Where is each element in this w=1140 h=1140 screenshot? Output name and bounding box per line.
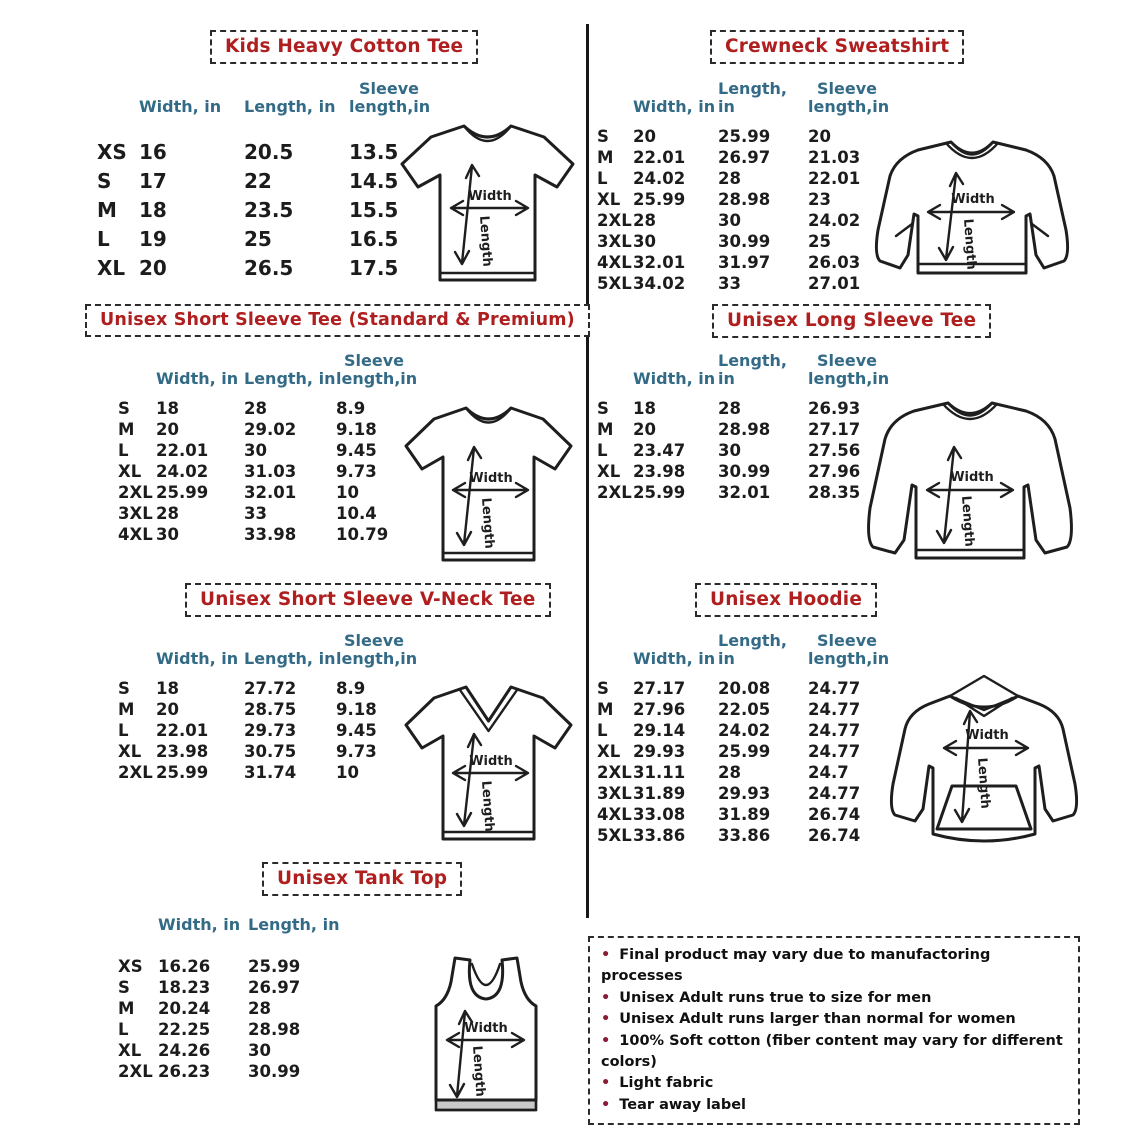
size-cell: L [118, 440, 129, 460]
length-cell: 30.99 [718, 461, 771, 481]
width-cell: 24.02 [633, 168, 686, 188]
width-label: Width [469, 754, 513, 769]
width-cell: 27.96 [633, 699, 686, 719]
width-cell: 25.99 [156, 762, 209, 782]
size-cell: 2XL [118, 762, 153, 782]
length-column-header: Length, in [248, 915, 340, 934]
table-row [118, 977, 358, 998]
length-cell: 28.98 [248, 1019, 301, 1039]
table-row [97, 196, 429, 225]
sweatshirt-illustration [866, 132, 1078, 294]
width-cell: 25.99 [633, 482, 686, 502]
size-cell: 2XL [597, 762, 632, 782]
sleeve-cell: 9.45 [336, 440, 377, 460]
size-cell: L [597, 440, 608, 460]
table-header-row [118, 916, 358, 934]
length-cell: 26.5 [244, 256, 294, 281]
table-header-row [97, 80, 429, 116]
width-cell: 33.86 [633, 825, 686, 845]
size-cell: L [118, 1019, 129, 1039]
width-cell: 23.98 [633, 461, 686, 481]
width-cell: 27.17 [633, 678, 686, 698]
sleeve-cell: 22.01 [808, 168, 861, 188]
length-cell: 31.89 [718, 804, 771, 824]
tshirt-illustration [395, 110, 580, 292]
table-header-row [118, 351, 418, 388]
width-cell: 30 [633, 231, 656, 251]
size-cell: S [118, 398, 130, 418]
size-cell: S [597, 398, 609, 418]
width-cell: 18 [156, 398, 179, 418]
sleeve-cell: 21.03 [808, 147, 861, 167]
length-cell: 31.03 [244, 461, 297, 481]
table-row [118, 503, 412, 524]
hoodie-title: Unisex Hoodie [695, 583, 877, 617]
table-row [597, 678, 886, 699]
width-cell: 32.01 [633, 252, 686, 272]
table-row [597, 804, 886, 825]
standard-tee-title: Unisex Short Sleeve Tee (Standard & Premium) [85, 304, 590, 337]
size-cell: L [97, 227, 110, 252]
table-row [597, 419, 886, 440]
size-cell: 3XL [597, 231, 632, 251]
length-column-header: Length, in [244, 368, 336, 388]
width-label: Width [469, 471, 513, 486]
sleeve-cell: 24.77 [808, 678, 861, 698]
size-cell: XL [597, 741, 621, 761]
table-row [597, 231, 886, 252]
sleeve-cell: 24.7 [808, 762, 849, 782]
length-cell: 26.97 [718, 147, 771, 167]
table-row [97, 254, 429, 283]
sleeve-cell: 9.18 [336, 419, 377, 439]
sleeve-cell: 8.9 [336, 678, 366, 698]
length-cell: 29.02 [244, 419, 297, 439]
width-cell: 22.01 [633, 147, 686, 167]
length-cell: 28 [718, 762, 741, 782]
width-cell: 18 [139, 198, 167, 223]
size-cell: XS [118, 956, 143, 976]
hoodie-size-table [597, 631, 890, 846]
sleeve-cell: 26.93 [808, 398, 861, 418]
tank-size-table [118, 916, 358, 1082]
table-row [97, 138, 429, 167]
sleeve-cell: 10.4 [336, 503, 377, 523]
size-cell: 3XL [118, 503, 153, 523]
length-cell: 25.99 [248, 956, 301, 976]
note-item: • 100% Soft cotton (fiber content may vary for different colors) [601, 1031, 1067, 1074]
tank-title: Unisex Tank Top [262, 862, 462, 896]
length-cell: 22.05 [718, 699, 771, 719]
size-cell: XL [118, 741, 142, 761]
sleeve-cell: 10 [336, 482, 359, 502]
table-row [597, 762, 886, 783]
sleeve-cell: 9.45 [336, 720, 377, 740]
length-label: Length [469, 1045, 488, 1098]
length-cell: 20.08 [718, 678, 771, 698]
table-row [597, 273, 886, 294]
width-cell: 18.23 [158, 977, 211, 997]
sleeve-cell: 26.74 [808, 825, 861, 845]
length-column-header: Length, in [244, 648, 336, 668]
table-row [118, 440, 412, 461]
kids-size-table [97, 80, 429, 283]
size-cell: 2XL [597, 482, 632, 502]
length-label: Length [960, 218, 979, 271]
table-row [597, 210, 886, 231]
sleeve-cell: 16.5 [349, 227, 399, 252]
notes-list [601, 945, 1067, 1116]
sleeve-cell: 24.77 [808, 699, 861, 719]
sleeve-cell: 26.03 [808, 252, 861, 272]
size-cell: M [97, 198, 117, 223]
sleeve-cell: 24.77 [808, 783, 861, 803]
standard-tee-size-table [118, 351, 418, 545]
sleeve-column-header: Sleeve length,in [349, 79, 431, 116]
width-label: Width [464, 1021, 508, 1036]
note-item: • Final product may vary due to manufactoring processes [601, 945, 1067, 988]
longsleeve-title: Unisex Long Sleeve Tee [712, 304, 991, 338]
width-cell: 22.01 [156, 720, 209, 740]
vneck-illustration [400, 673, 578, 851]
length-cell: 29.93 [718, 783, 771, 803]
table-header-row [597, 79, 890, 116]
sleeve-cell: 27.17 [808, 419, 861, 439]
length-cell: 26.97 [248, 977, 301, 997]
width-cell: 23.47 [633, 440, 686, 460]
sleeve-cell: 9.18 [336, 699, 377, 719]
length-cell: 30 [718, 210, 741, 230]
width-cell: 24.26 [158, 1040, 211, 1060]
size-cell: 3XL [597, 783, 632, 803]
size-cell: XL [597, 461, 621, 481]
width-column-header: Width, in [139, 96, 222, 116]
size-cell: M [597, 699, 614, 719]
width-cell: 28 [633, 210, 656, 230]
width-cell: 22.01 [156, 440, 209, 460]
table-row [118, 1040, 358, 1061]
sleeve-cell: 9.73 [336, 741, 377, 761]
table-row [97, 167, 429, 196]
sleeve-column-header: Sleeve length,in [336, 631, 418, 668]
length-cell: 33 [718, 273, 741, 293]
length-column-header: Length, in [718, 631, 788, 668]
width-cell: 16.26 [158, 956, 211, 976]
length-cell: 32.01 [244, 482, 297, 502]
width-cell: 25.99 [156, 482, 209, 502]
length-cell: 30.99 [248, 1061, 301, 1081]
width-cell: 23.98 [156, 741, 209, 761]
table-header-row [597, 631, 890, 668]
size-cell: M [118, 419, 135, 439]
size-cell: L [118, 720, 129, 740]
size-cell: XL [597, 189, 621, 209]
size-cell: S [597, 678, 609, 698]
note-item: • Light fabric [601, 1073, 1067, 1094]
table-row [118, 1061, 358, 1082]
note-item: • Tear away label [601, 1095, 1067, 1116]
size-cell: S [118, 678, 130, 698]
size-cell: 2XL [597, 210, 632, 230]
sleeve-cell: 24.77 [808, 720, 861, 740]
sleeve-cell: 10.79 [336, 524, 389, 544]
size-cell: S [118, 977, 130, 997]
sleeve-column-header: Sleeve length,in [808, 79, 890, 116]
width-column-header: Width, in [158, 915, 241, 934]
length-cell: 24.02 [718, 720, 771, 740]
width-cell: 19 [139, 227, 167, 252]
length-column-header: Length, in [718, 351, 788, 388]
length-cell: 30.99 [718, 231, 771, 251]
length-cell: 28 [244, 398, 267, 418]
width-cell: 20 [633, 419, 656, 439]
sleeve-cell: 23 [808, 189, 831, 209]
sleeve-cell: 14.5 [349, 169, 399, 194]
crewneck-title: Crewneck Sweatshirt [710, 30, 964, 64]
length-column-header: Length, in [244, 96, 336, 116]
sleeve-cell: 28.35 [808, 482, 861, 502]
sleeve-cell: 24.77 [808, 741, 861, 761]
table-row [597, 461, 886, 482]
table-row [597, 398, 886, 419]
width-label: Width [468, 189, 512, 204]
size-cell: S [597, 126, 609, 146]
size-cell: XL [97, 256, 126, 281]
size-cell: XS [97, 140, 127, 165]
size-cell: L [597, 720, 608, 740]
size-cell: 5XL [597, 825, 632, 845]
crewneck-size-table [597, 79, 890, 294]
length-cell: 28 [718, 398, 741, 418]
length-cell: 28.98 [718, 189, 771, 209]
width-cell: 20 [633, 126, 656, 146]
size-cell: 4XL [118, 524, 153, 544]
table-row [97, 225, 429, 254]
size-cell: M [597, 147, 614, 167]
size-cell: XL [118, 461, 142, 481]
width-label: Width [950, 470, 994, 485]
table-row [118, 524, 412, 545]
length-cell: 31.74 [244, 762, 297, 782]
length-cell: 32.01 [718, 482, 771, 502]
length-cell: 20.5 [244, 140, 294, 165]
table-row [597, 168, 886, 189]
table-row [118, 419, 412, 440]
sleeve-cell: 24.02 [808, 210, 861, 230]
table-row [118, 482, 412, 503]
length-cell: 28.98 [718, 419, 771, 439]
width-cell: 26.23 [158, 1061, 211, 1081]
table-row [597, 699, 886, 720]
width-label: Width [965, 728, 1009, 743]
longsleeve-illustration [853, 390, 1085, 576]
length-cell: 23.5 [244, 198, 294, 223]
width-column-header: Width, in [156, 368, 239, 388]
note-item: • Unisex Adult runs true to size for men [601, 988, 1067, 1009]
width-column-header: Width, in [156, 648, 239, 668]
table-row [118, 998, 358, 1019]
note-item: • Unisex Adult runs larger than normal for women [601, 1009, 1067, 1030]
table-row [118, 762, 412, 783]
table-row [118, 699, 412, 720]
tanktop-illustration [420, 950, 552, 1120]
length-label: Length [478, 497, 497, 550]
table-row [118, 741, 412, 762]
width-cell: 22.25 [158, 1019, 211, 1039]
length-cell: 28 [718, 168, 741, 188]
length-cell: 30 [718, 440, 741, 460]
width-column-header: Width, in [633, 96, 716, 116]
notes-box [588, 936, 1080, 1125]
length-cell: 25.99 [718, 741, 771, 761]
table-row [597, 741, 886, 762]
width-cell: 33.08 [633, 804, 686, 824]
hoodie-illustration [882, 666, 1087, 863]
size-cell: M [597, 419, 614, 439]
width-cell: 29.14 [633, 720, 686, 740]
sleeve-cell: 8.9 [336, 398, 366, 418]
sleeve-cell: 13.5 [349, 140, 399, 165]
width-column-header: Width, in [633, 648, 716, 668]
table-row [597, 783, 886, 804]
width-cell: 16 [139, 140, 167, 165]
vneck-title: Unisex Short Sleeve V-Neck Tee [185, 583, 551, 617]
sleeve-cell: 17.5 [349, 256, 399, 281]
size-cell: S [97, 169, 112, 194]
sleeve-column-header: Sleeve length,in [336, 351, 418, 388]
sleeve-cell: 10 [336, 762, 359, 782]
length-label: Length [476, 215, 495, 268]
width-cell: 20 [139, 256, 167, 281]
sleeve-column-header: Sleeve length,in [808, 631, 890, 668]
size-cell: 4XL [597, 804, 632, 824]
length-cell: 30 [248, 1040, 271, 1060]
tshirt-standard-illustration [400, 394, 578, 572]
width-cell: 31.89 [633, 783, 686, 803]
size-cell: 2XL [118, 482, 153, 502]
length-column-header: Length, in [718, 79, 788, 116]
sleeve-cell: 27.01 [808, 273, 861, 293]
size-cell: XL [118, 1040, 142, 1060]
width-cell: 29.93 [633, 741, 686, 761]
size-cell: M [118, 699, 135, 719]
length-cell: 27.72 [244, 678, 297, 698]
sleeve-cell: 26.74 [808, 804, 861, 824]
length-cell: 25.99 [718, 126, 771, 146]
table-row [597, 126, 886, 147]
table-row [597, 189, 886, 210]
table-row [118, 461, 412, 482]
width-column-header: Width, in [633, 368, 716, 388]
length-cell: 22 [244, 169, 272, 194]
width-cell: 20 [156, 419, 179, 439]
width-cell: 18 [633, 398, 656, 418]
length-cell: 30.75 [244, 741, 297, 761]
kids-tee-title: Kids Heavy Cotton Tee [210, 30, 478, 64]
table-row [597, 252, 886, 273]
sleeve-cell: 27.56 [808, 440, 861, 460]
vneck-size-table [118, 631, 418, 783]
table-row [597, 147, 886, 168]
table-row [118, 956, 358, 977]
length-cell: 25 [244, 227, 272, 252]
table-row [118, 720, 412, 741]
sleeve-column-header: Sleeve length,in [808, 351, 890, 388]
table-row [597, 720, 886, 741]
size-cell: 4XL [597, 252, 632, 272]
width-cell: 31.11 [633, 762, 686, 782]
length-cell: 28 [248, 998, 271, 1018]
sleeve-cell: 9.73 [336, 461, 377, 481]
table-row [118, 678, 412, 699]
table-header-row [118, 631, 418, 668]
length-label: Length [478, 780, 497, 833]
size-cell: 5XL [597, 273, 632, 293]
sleeve-cell: 25 [808, 231, 831, 251]
width-cell: 20 [156, 699, 179, 719]
table-row [118, 1019, 358, 1040]
table-row [597, 482, 886, 503]
table-row [597, 825, 886, 846]
sleeve-cell: 27.96 [808, 461, 861, 481]
width-cell: 25.99 [633, 189, 686, 209]
width-cell: 30 [156, 524, 179, 544]
length-cell: 30 [244, 440, 267, 460]
length-cell: 31.97 [718, 252, 771, 272]
length-cell: 29.73 [244, 720, 297, 740]
size-cell: 2XL [118, 1061, 153, 1081]
longsleeve-size-table [597, 351, 890, 503]
table-row [597, 440, 886, 461]
width-cell: 17 [139, 169, 167, 194]
width-cell: 24.02 [156, 461, 209, 481]
table-header-row [597, 351, 890, 388]
length-cell: 33.98 [244, 524, 297, 544]
size-cell: L [597, 168, 608, 188]
table-row [118, 398, 412, 419]
width-cell: 34.02 [633, 273, 686, 293]
sleeve-cell: 20 [808, 126, 831, 146]
width-cell: 18 [156, 678, 179, 698]
vertical-divider [586, 24, 589, 918]
width-cell: 20.24 [158, 998, 211, 1018]
length-cell: 28.75 [244, 699, 297, 719]
length-cell: 33 [244, 503, 267, 523]
length-label: Length [974, 757, 993, 810]
size-cell: M [118, 998, 135, 1018]
width-label: Width [951, 192, 995, 207]
length-cell: 33.86 [718, 825, 771, 845]
sleeve-cell: 15.5 [349, 198, 399, 223]
width-cell: 28 [156, 503, 179, 523]
length-label: Length [958, 495, 977, 548]
